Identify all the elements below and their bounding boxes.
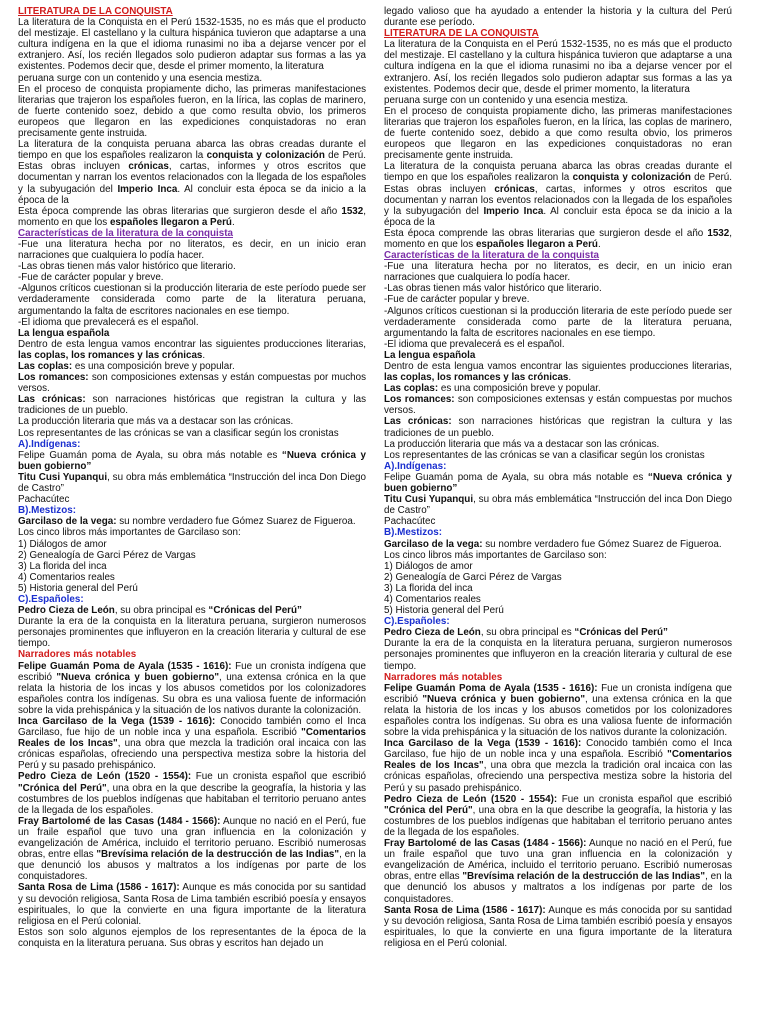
carryover-text: legado valioso que ha ayudado a entender la historia y la cultura del Perú durante ese período. — [384, 6, 732, 29]
book-item: 5) Historia general del Perú — [18, 582, 138, 594]
narrator-cieza: Pedro Cieza de León (1520 - 1554): Fue un cronista español que escribió "Crónica del Perú", una obra en la que describe la geografía, la historia y las costumbres de los pueblos indígenas que habitaban el territorio peruano antes de la llegada de los españoles. — [18, 771, 366, 816]
romances-definition: Los romances: son composiciones extensas y están compuestas por muchos versos. — [18, 372, 366, 395]
cieza-entry: Pedro Cieza de León, su obra principal es “Crónicas del Perú” — [384, 627, 668, 639]
narradores-heading: Narradores más notables — [384, 671, 503, 683]
cronicas-definition: Las crónicas: son narraciones históricas que registran la cultura y las tradiciones de un pueblo. — [384, 416, 732, 439]
intro-continuation: peruana surge con un contenido y una esencia mestiza. — [384, 94, 629, 106]
narradores-heading: Narradores más notables — [18, 649, 137, 661]
coplas-definition: Las coplas: es una composición breve y popular. — [18, 361, 235, 372]
intro-paragraph: La literatura de la Conquista en el Perú 1532-1535, no es más que el producto del mestizaje. El castellano y la cultura hispánica tuvieron que adaptarse a una cultura indígena en la que el idioma runasimi no iba a dejarse vencer por el extranjero. Así, los recién llegados solo pudieron adaptar sus formas a las ya existentes. Podemos decir que, desde el primer momento, la literatura — [18, 17, 366, 73]
narrator-rosa: Santa Rosa de Lima (1586 - 1617): Aunque es más conocida por su santidad y su devoción religiosa, Santa Rosa de Lima también escribió poesía y ensayos espirituales, lo que la convierte en una figura importante de la literatura religiosa en el Perú colonial. — [18, 882, 366, 927]
garcilaso-entry: Garcilaso de la vega: su nombre verdadero fue Gómez Suarez de Figueroa. — [18, 516, 356, 528]
period-paragraph: Esta época comprende las obras literarias que surgieron desde el año 1532, momento en que los españoles llegaron a Perú. — [384, 227, 732, 250]
book-item: 1) Diálogos de amor — [18, 538, 107, 550]
mestizos-heading: B).Mestizos: — [384, 527, 442, 539]
titu-entry: Titu Cusi Yupanqui, su obra más emblemática “Instrucción del inca Don Diego de Castro” — [18, 471, 366, 495]
books-intro: Los cinco libros más importantes de Garcilaso son: — [384, 549, 607, 561]
spanish-heading: La lengua española — [18, 327, 110, 339]
era-paragraph: Durante la era de la conquista en la literatura peruana, surgieron numerosos personajes prominentes que influyeron en la creación literaria y cultural de ese tiempo. — [18, 616, 366, 650]
cieza-entry: Pedro Cieza de León, su obra principal es “Crónicas del Perú” — [18, 605, 302, 617]
narrator-rosa: Santa Rosa de Lima (1586 - 1617): Aunque es más conocida por su santidad y su devoción religiosa, Santa Rosa de Lima también escribió poesía y ensayos espirituales, lo que la convierte en una figura importante de la literatura religiosa en el Perú colonial. — [384, 904, 732, 949]
garcilaso-entry: Garcilaso de la vega: su nombre verdadero fue Gómez Suarez de Figueroa. — [384, 538, 722, 550]
espanoles-heading: C).Españoles: — [384, 616, 450, 628]
book-item: 3) La florida del inca — [384, 582, 473, 594]
indigenas-heading: A).Indígenas: — [18, 438, 81, 450]
narrator-garcilaso: Inca Garcilaso de la Vega (1539 - 1616): Conocido también como el Inca Garcilaso, fue hijo de un noble inca y una española. Escribió "Comentarios Reales de los Incas", una obra que mezcla la tradición oral incaica con las crónicas españolas, ofreciendo una perspectiva mestiza sobre la historia del Perú y su pasado prehispánico. — [18, 716, 366, 772]
characteristic-item: -Algunos críticos cuestionan si la producción literaria de este período puede ser verdaderamente considerada como parte de la literatura peruana, argumentando la falta de escritores nacionales en ese tiempo. — [18, 283, 366, 317]
felipe-entry: Felipe Guamán poma de Ayala, su obra más notable es “Nueva crónica y buen gobierno” — [384, 471, 732, 495]
scope-paragraph: La literatura de la conquista peruana abarca las obras creadas durante el tiempo en que los españoles realizaron la conquista y colonización de Perú. Estas obras incluyen crónicas, cartas, informes y otros escritos que documentan y narran los eventos relacionados con la llegada de los españoles y la subyugación del Imperio Inca. Al concluir esta época se da inicio a la época de la — [18, 139, 366, 206]
romances-definition: Los romances: son composiciones extensas y están compuestas por muchos versos. — [384, 394, 732, 417]
representatives-note: Los representantes de las crónicas se van a clasificar según los cronistas — [384, 449, 705, 461]
scope-paragraph: La literatura de la conquista peruana abarca las obras creadas durante el tiempo en que los españoles realizaron la conquista y colonización de Perú. Estas obras incluyen crónicas, cartas, informes y otros escritos que documentan y narran los eventos relacionados con la llegada de los españoles y la subyugación del Imperio Inca. Al concluir esta época se da inicio a la época de la — [384, 161, 732, 228]
narrator-casas: Fray Bartolomé de las Casas (1484 - 1566): Aunque no nació en el Perú, fue un fraile español que tuvo una gran influencia en la colonización y evangelización de América, incluido el territorio peruano. Escribió numerosas obras, entre ellas "Brevísima relación de la destrucción de las Indias", en la que denunció los abusos y maltratos a los indígenas por parte de los conquistadores. — [384, 838, 732, 905]
indigenas-heading: A).Indígenas: — [384, 460, 447, 472]
characteristic-item: -El idioma que prevalecerá es el español. — [384, 338, 565, 350]
narrator-casas: Fray Bartolomé de las Casas (1484 - 1566): Aunque no nació en el Perú, fue un fraile español que tuvo una gran influencia en la colonización y evangelización de América, incluido el territorio peruano. Escribió numerosas obras, entre ellas "Brevísima relación de la destrucción de las Indias", en la que denunció los abusos y maltratos a los indígenas por parte de los conquistadores. — [18, 815, 366, 883]
process-paragraph: En el proceso de conquista propiamente dicho, las primeras manifestaciones literarias que trajeron los españoles fueron, en la lírica, las coplas de marinero, de fuerte contenido soez, debido a que como resulta obvio, los primeros europeos que llegaron en las expediciones conquistadoras no eran precisamente gente instruida. — [18, 83, 366, 140]
narrator-guaman: Felipe Guamán Poma de Ayala (1535 - 1616): Fue un cronista indígena que escribió "Nueva crónica y buen gobierno", una extensa crónica en la que relata la historia de los incas y los abusos cometidos por los colonizadores españoles contra los indígenas. Su obra es una valiosa fuente de información sobre la vida prehispánica y la situación de los nativos durante la colonización. — [18, 660, 366, 716]
era-paragraph: Durante la era de la conquista en la literatura peruana, surgieron numerosos personajes prominentes que influyeron en la creación literaria y cultural de ese tiempo. — [384, 638, 732, 672]
characteristic-item: -Las obras tienen más valor histórico que literario. — [384, 283, 602, 295]
pachacutec-entry: Pachacútec — [18, 494, 70, 506]
characteristic-item: -Fue de carácter popular y breve. — [384, 294, 530, 306]
characteristic-item: -Las obras tienen más valor histórico que literario. — [18, 261, 236, 273]
books-intro: Los cinco libros más importantes de Garcilaso son: — [18, 527, 241, 539]
book-item: 3) La florida del inca — [18, 560, 107, 572]
characteristic-item: -Fue una literatura hecha por no literatos, es decir, en un inicio eran narraciones que cualquiera lo podía hacer. — [384, 261, 732, 284]
right-column — [384, 6, 732, 1018]
titu-entry: Titu Cusi Yupanqui, su obra más emblemática “Instrucción del inca Don Diego de Castro” — [384, 494, 732, 517]
espanoles-heading: C).Españoles: — [18, 593, 84, 605]
production-note: La producción literaria que más va a destacar son las crónicas. — [18, 416, 294, 428]
book-item: 5) Historia general del Perú — [384, 605, 504, 617]
narrator-cieza: Pedro Cieza de León (1520 - 1554): Fue un cronista español que escribió "Crónica del Perú", una obra en la que describe la geografía, la historia y las costumbres de los pueblos indígenas que habitaban el territorio peruano antes de la llegada de los españoles. — [384, 793, 732, 838]
intro-continuation: peruana surge con un contenido y una esencia mestiza. — [18, 72, 263, 84]
book-item: 4) Comentarios reales — [384, 593, 481, 605]
intro-paragraph: La literatura de la Conquista en el Perú 1532-1535, no es más que el producto del mestizaje. El castellano y la cultura hispánica tuvieron que adaptarse a una cultura indígena en la que el idioma runasimi no iba a dejarse vencer por el extranjero. Así, los recién llegados solo pudieron adaptar sus formas a las ya existentes. Podemos decir que, desde el primer momento, la literatura — [384, 39, 732, 95]
characteristic-item: -Algunos críticos cuestionan si la producción literaria de este período puede ser verdaderamente considerada como parte de la literatura peruana, argumentando la falta de escritores nacionales en ese tiempo. — [384, 305, 732, 339]
spanish-intro: Dentro de esta lengua vamos encontrar las siguientes producciones literarias, las coplas, los romances y las crónicas. — [384, 361, 732, 384]
cronicas-definition: Las crónicas: son narraciones históricas que registran la cultura y las tradiciones de un pueblo. — [18, 394, 366, 417]
closing-paragraph: Estos son solo algunos ejemplos de los representantes de la época de la conquista en la literatura peruana. Sus obras y escritos han dejado un — [18, 926, 366, 949]
characteristic-item: -El idioma que prevalecerá es el español. — [18, 316, 199, 328]
felipe-entry: Felipe Guamán poma de Ayala, su obra más notable es “Nueva crónica y buen gobierno” — [18, 449, 366, 472]
spanish-intro: Dentro de esta lengua vamos encontrar las siguientes producciones literarias, las coplas, los romances y las crónicas. — [18, 338, 366, 361]
process-paragraph: En el proceso de conquista propiamente dicho, las primeras manifestaciones literarias que trajeron los españoles fueron, en la lírica, las coplas de marinero, de fuerte contenido soez, debido a que como resulta obvio, los primeros europeos que llegaron en las expediciones conquistadoras no eran precisamente gente instruida. — [384, 105, 732, 162]
book-item: 4) Comentarios reales — [18, 571, 115, 583]
characteristics-heading: Características de la literatura de la conquista — [18, 227, 234, 239]
characteristic-item: -Fue una literatura hecha por no literatos, es decir, en un inicio eran narraciones que cualquiera lo podía hacer. — [18, 238, 366, 262]
section-title: LITERATURA DE LA CONQUISTA — [384, 28, 539, 40]
production-note: La producción literaria que más va a destacar son las crónicas. — [384, 438, 660, 450]
characteristics-heading: Características de la literatura de la conquista — [384, 250, 600, 262]
spanish-heading: La lengua española — [384, 349, 476, 361]
narrator-garcilaso: Inca Garcilaso de la Vega (1539 - 1616): Conocido también como el Inca Garcilaso, fue hijo de un noble inca y una española. Escribió "Comentarios Reales de los Incas", una obra que mezcla la tradición oral incaica con las crónicas españolas, ofreciendo una perspectiva mestiza sobre la historia del Perú y su pasado prehispánico. — [384, 738, 732, 794]
book-item: 2) Genealogía de Garci Pérez de Vargas — [18, 549, 196, 561]
coplas-definition: Las coplas: es una composición breve y popular. — [384, 383, 601, 395]
pachacutec-entry: Pachacútec — [384, 516, 436, 528]
book-item: 1) Diálogos de amor — [384, 560, 473, 572]
mestizos-heading: B).Mestizos: — [18, 505, 76, 517]
left-column — [18, 6, 366, 1018]
characteristic-item: -Fue de carácter popular y breve. — [18, 272, 164, 284]
book-item: 2) Genealogía de Garci Pérez de Vargas — [384, 571, 562, 583]
period-paragraph: Esta época comprende las obras literarias que surgieron desde el año 1532, momento en que los españoles llegaron a Perú. — [18, 205, 366, 228]
narrator-guaman: Felipe Guamán Poma de Ayala (1535 - 1616): Fue un cronista indígena que escribió "Nueva crónica y buen gobierno", una extensa crónica en la que relata la historia de los incas y los abusos cometidos por los colonizadores españoles contra los indígenas. Su obra es una valiosa fuente de información sobre la vida prehispánica y la situación de los nativos durante la colonización. — [384, 682, 732, 739]
section-title: LITERATURA DE LA CONQUISTA — [18, 6, 173, 17]
representatives-note: Los representantes de las crónicas se van a clasificar según los cronistas — [18, 427, 339, 439]
